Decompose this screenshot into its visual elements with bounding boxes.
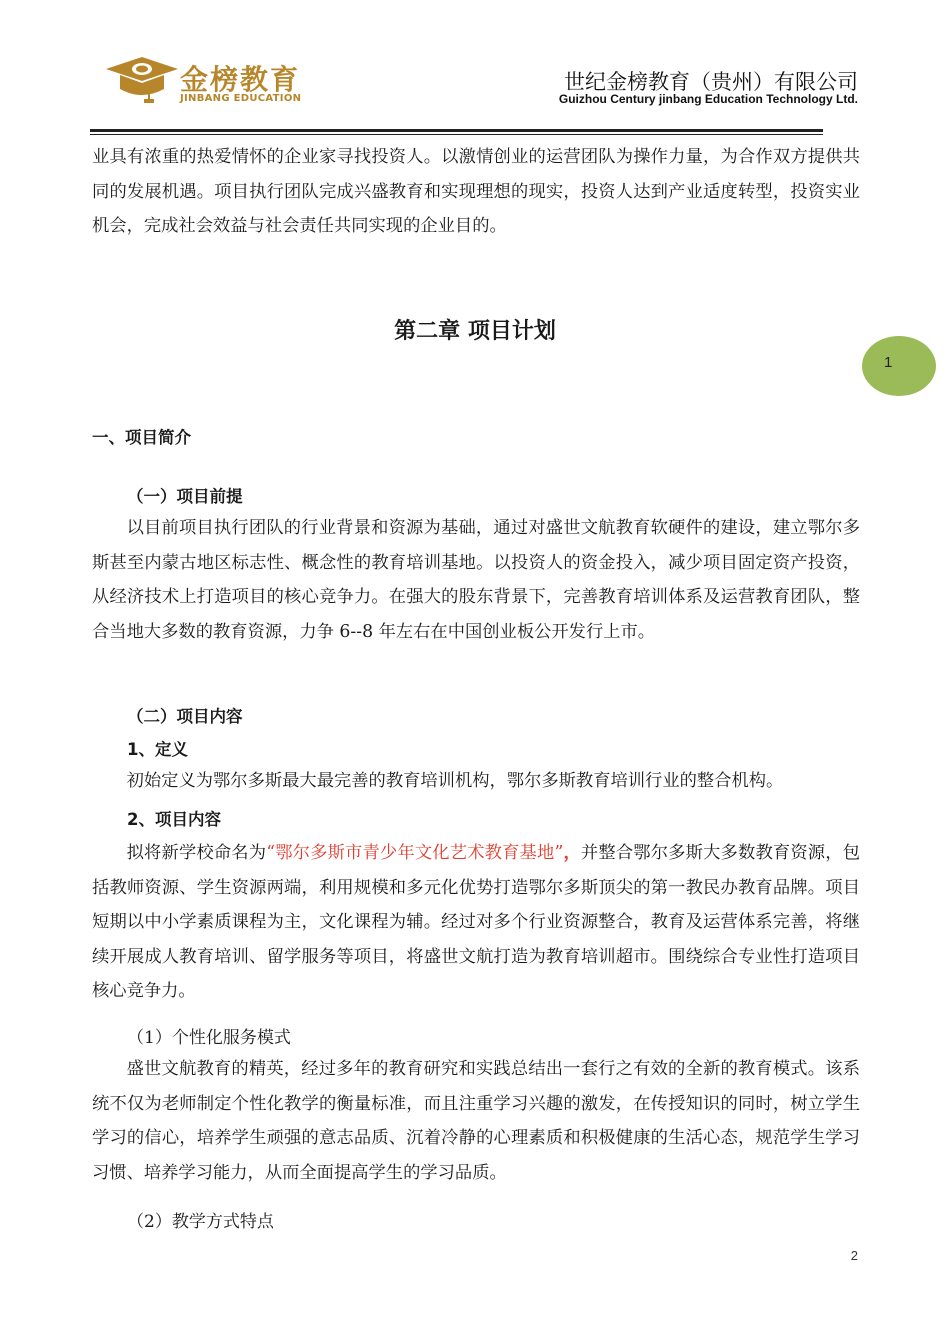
chapter-title: 第二章 项目计划	[394, 319, 556, 344]
logo-english: JINBANG EDUCATION	[180, 93, 302, 104]
paragraph-service-model: 盛世文航教育的精英，经过多年的教育研究和实践总结出一套行之有效的全新的教育模式。该系统不仅为老师制定个性化教学的衡量标准，而且注重学习兴趣的激发，在传授知识的同时，树立学生学习的信心，培养学生顽强的意志品质、沉着冷静的心理素质和积极健康的生活心态，规范学生学习习惯、培养学习能力，从而全面提高学生的学习品质。	[92, 1059, 860, 1183]
company-name-cn: 世纪金榜教育（贵州）有限公司	[564, 70, 858, 94]
intro-paragraph: 业具有浓重的热爱情怀的企业家寻找投资人。以激情创业的运营团队为操作力量，为合作双方提供共同的发展机遇。项目执行团队完成兴盛教育和实现理想的现实，投资人达到产业适度转型，投资实业机会，完成社会效益与社会责任共同实现的企业目的。	[92, 147, 860, 236]
comment-bubble[interactable]	[862, 336, 936, 396]
page-number: 2	[850, 1248, 858, 1263]
subsection-heading: （一）项目前提	[127, 487, 243, 506]
page-header	[0, 0, 950, 140]
header-rule	[90, 129, 823, 132]
school-name-highlight: “鄂尔多斯市青少年文化艺术教育基地”	[266, 843, 564, 863]
subsection-heading: （二）项目内容	[127, 707, 243, 726]
item-heading: 2、项目内容	[127, 810, 221, 829]
text-run: 拟将新学校命名为	[126, 843, 267, 863]
section-heading: 一、项目简介	[92, 428, 191, 447]
paragraph-content	[92, 836, 860, 1009]
comment-number: 1	[884, 354, 893, 371]
logo-wordmark: 金榜教育	[180, 63, 301, 96]
sub-item-heading: （2）教学方式特点	[127, 1212, 274, 1232]
company-name-en: Guizhou Century jinbang Education Technology Ltd.	[558, 92, 858, 106]
item-heading: 1、定义	[127, 740, 188, 759]
sub-item-heading: （1）个性化服务模式	[127, 1028, 291, 1048]
paragraph-premise: 以目前项目执行团队的行业背景和资源为基础，通过对盛世文航教育软硬件的建设，建立鄂尔多斯甚至内蒙古地区标志性、概念性的教育培训基地。以投资人的资金投入，减少项目固定资产投资，从经济技术上打造项目的核心竞争力。在强大的股东背景下，完善教育培训体系及运营教育团队，整合当地大多数的教育资源，力争 6--8 年左右在中国创业板公开发行上市。	[92, 518, 860, 642]
paragraph-definition: 初始定义为鄂尔多斯最大最完善的教育培训机构，鄂尔多斯教育培训行业的整合机构。	[126, 771, 784, 791]
header-rule-thin	[90, 134, 823, 135]
highlight-comma: ，	[563, 843, 581, 863]
text-run: 并整合鄂尔多斯大多数教育资源，包括教师资源、学生资源两端，利用规模和多元化优势打造鄂尔多斯顶尖的第一教民办教育品牌。项目短期以中小学素质课程为主，文化课程为辅。经过对多个行业资源整合，教育及运营体系完善，将继续开展成人教育培训、留学服务等项目，将盛世文航打造为教育培训超市。围绕综合专业性打造项目核心竞争力。	[92, 843, 860, 1001]
